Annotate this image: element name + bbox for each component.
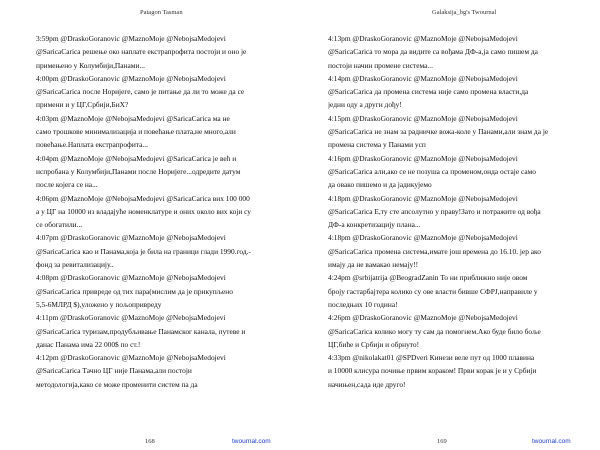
text-line: @SaricaCarica као и Панама,којa је била на граници глади 1990.год.-	[36, 246, 251, 256]
right-page	[300, 0, 600, 450]
text-line: методологија,како се може променити систем па да	[36, 379, 198, 389]
text-line: @SaricaCarica али,ако се не позуша са променом,онда остаје само	[328, 166, 536, 176]
text-line: @SaricaCarica туризам,продубљивање Панамског канала, путеве и	[36, 326, 246, 336]
right-running-head: Galaksija_bg's Twournal	[432, 9, 497, 16]
text-line: 5,5-6МЛРД $),уложено у пољопривреду	[36, 299, 162, 309]
text-line: повећање.Наплата екстрапрофита...	[36, 140, 148, 150]
text-line: последњих 10 година!	[328, 299, 398, 309]
left-footer-link[interactable]: twournal.com	[232, 438, 271, 445]
text-line: 4:26pm @DraskoGoranovic @MaznoMoje @NebojsaMedojevi	[328, 313, 518, 323]
text-line: броју гастарбајтера колико су ове власти бивше СФРЈ,направиле у	[328, 286, 538, 296]
text-line: једни оду а други дођу!	[328, 100, 402, 110]
text-line: 4:08pm @DraskoGoranovic @MaznoMoje @NebojsaMedojevi	[36, 273, 226, 283]
text-line: и 10000 клисура почиње првим кораком! Први корак је и у Србији	[328, 366, 537, 376]
text-line: 4:14pm @DraskoGoranovic @MaznoMoje @NebojsaMedojevi	[328, 73, 518, 83]
text-line: @SaricaCarica колико могу ту сам да помогнем.Ако буде било боље	[328, 326, 541, 336]
left-body-text	[36, 32, 292, 391]
text-line: 4:15pm @DraskoGoranovic @MaznoMoje @NebojsaMedojevi	[328, 113, 518, 123]
text-line: 4:13pm @DraskoGoranovic @MaznoMoje @NebojsaMedojevi	[328, 34, 518, 43]
text-line: начињен,сада иде друго!	[328, 379, 406, 389]
text-line: после којега се на...	[36, 180, 98, 190]
text-line: испробана у Колумбији,Панами после Норијеге...одредите датум	[36, 166, 241, 176]
text-line: фонд за ревитализацију..	[36, 260, 114, 270]
text-line: @SaricaCarica промена система,имате још времена до 16.10. јер ако	[328, 246, 541, 256]
left-page-number: 168	[145, 438, 155, 445]
right-page-number: 169	[437, 438, 447, 445]
text-line: @SaricaCarica то мора да видите са вођама ДФ-а,ја само пишем да	[328, 47, 538, 57]
text-line: 4:07pm @DraskoGoranovic @MaznoMoje @NebojsaMedojevi	[36, 233, 226, 243]
text-line: ЦГ,биће и Србији и обрнуто!	[328, 339, 420, 349]
text-line: 4:18pm @DraskoGoranovic @MaznoMoje @NebojsaMedojevi	[328, 193, 518, 203]
text-line: 4:18pm @DraskoGoranovic @MaznoMoje @NebojsaMedojevi	[328, 233, 518, 243]
text-line: примени и у ЦГ,Србији,БиХ?	[36, 100, 129, 110]
text-line: се обогатили...	[36, 220, 83, 230]
text-line: @SaricaCarica привреде од тих пара(мислим да је прикупљено	[36, 286, 233, 296]
text-line: @SaricaCarica решење око наплате екстрапрофита постоји и оно је	[36, 47, 247, 57]
text-line: @SaricaCarica после Норијеге, само је питање да ли то може да се	[36, 87, 245, 97]
text-line: 4:11pm @DraskoGoranovic @MaznoMoje @NebojsaMedojevi	[36, 313, 226, 323]
text-line: 4:00pm @DraskoGoranovic @MaznoMoje @NebojsaMedojevi	[36, 73, 226, 83]
text-line: @SaricaCarica не знам за радничке вожа-коле у Панами,али знам да је	[328, 127, 549, 137]
text-line: ДФ-а конкретизацију плана...	[328, 220, 421, 230]
text-line: имају да не вамакао немају!!	[328, 260, 419, 270]
text-line: а у ЦГ на 10000 из владајуће номенклатуре и оних около вих који су	[36, 206, 251, 216]
text-line: данас Панама има 22 000$ по ст.!	[36, 339, 141, 349]
text-line: @SaricaCarica Е,ту сте апсолутно у праву!Зато и потражите од вођа	[328, 206, 541, 216]
right-footer-link[interactable]: twournal.com	[532, 438, 571, 445]
text-line: да овако пишемо и да јадикујемо	[328, 180, 432, 190]
text-line: @SaricaCarica да промена система није само промена власти,да	[328, 87, 529, 97]
text-line: 4:06pm @MaznoMoje @NebojsaMedojevi @SaricaCarica вих 100 000	[36, 193, 250, 203]
left-running-head: Patagon Tasman	[140, 9, 183, 16]
text-line: постоји начин промене система...	[328, 60, 433, 70]
text-line: примењено у Колумбији,Панами...	[36, 60, 145, 70]
text-line: промена система у Панами усп	[328, 140, 426, 150]
text-line: 4:12pm @DraskoGoranovic @MaznoMoje @NebojsaMedojevi	[36, 353, 226, 363]
text-line: 4:16pm @DraskoGoranovic @MaznoMoje @NebojsaMedojevi	[328, 153, 518, 163]
text-line: само трошкове минимализација и повећање плата,не много,али	[36, 127, 236, 137]
text-line: 4:24pm @srbijatrija @BeogradZanin То ни приближно није овом	[328, 273, 528, 283]
text-line: @SaricaCarica Тачно ЦГ није Панама,али постоји	[36, 366, 192, 376]
text-line: 4:04pm @MaznoMoje @NebojsaMedojevi @SaricaCarica је већ и	[36, 153, 237, 163]
text-line: 4:33pm @nikolakat01 @SPDveri Кинези веле пут од 1000 плавина	[328, 353, 535, 363]
text-line: 4:03pm @MaznoMoje @NebojsaMedojevi @SaricaCarica ма не	[36, 113, 230, 123]
right-body-text	[328, 32, 584, 391]
text-line: 3:59pm @DraskoGoranovic @MaznoMoje @NebojsaMedojevi	[36, 34, 226, 43]
